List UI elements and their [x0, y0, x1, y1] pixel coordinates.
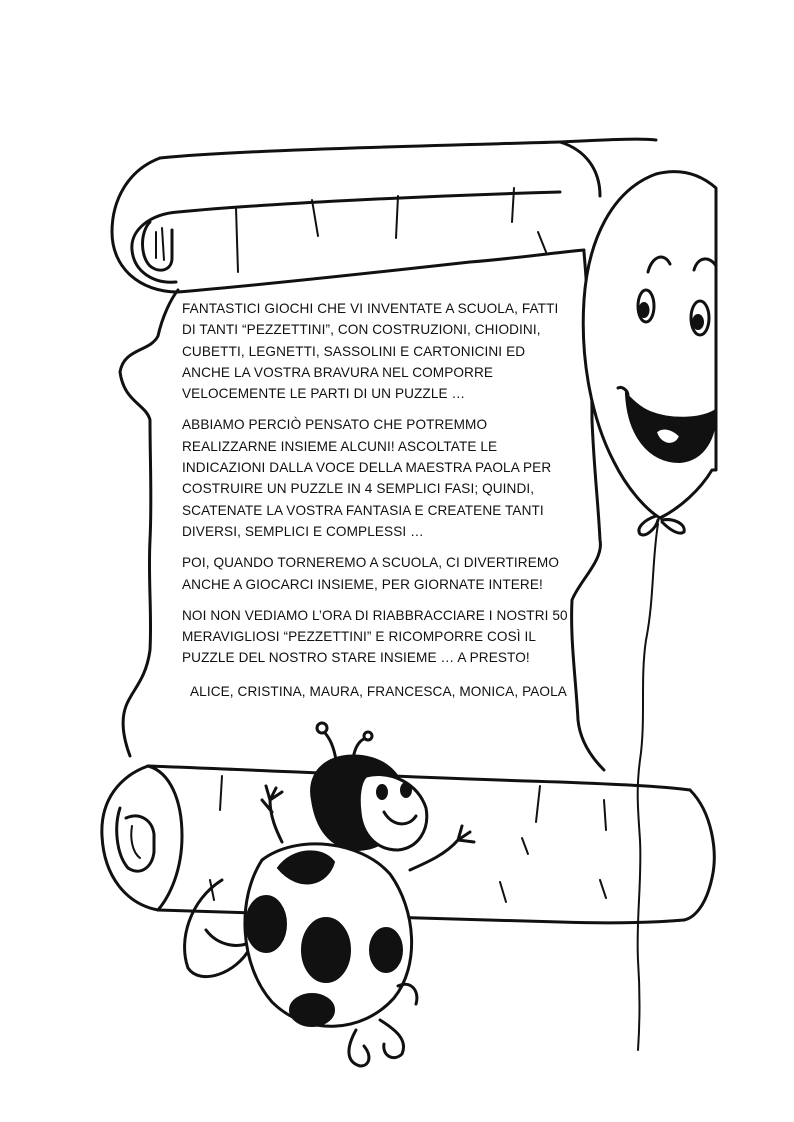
- letter-paragraph-1: FANTASTICI GIOCHI CHE VI INVENTATE A SCUOLA, FATTI DI TANTI “PEZZETTINI”, CON COSTRUZIONI, CHIODINI, CUBETTI, LEGNETTI, SASSOLINI E CARTONICINI ED ANCHE LA VOSTRA BRAVURA NEL COMPORRE VELOCEMENTE LE PARTI DI UN PUZZLE …: [182, 301, 559, 402]
- signature-line: ALICE, CRISTINA, MAURA, FRANCESCA, MONICA, PAOLA: [190, 683, 567, 699]
- letter-text: [182, 298, 574, 712]
- waving-ladybug: [185, 723, 474, 1066]
- smiling-balloon: [583, 172, 716, 1050]
- letter-paragraph-4: NOI NON VEDIAMO L’ORA DI RIABBRACCIARE I NOSTRI 50 MERAVIGLIOSI “PEZZETTINI” E RICOMPORRE COSÌ IL PUZZLE DEL NOSTRO STARE INSIEME … A PRESTO!: [182, 607, 568, 666]
- letter-paragraph-2: ABBIAMO PERCIÒ PENSATO CHE POTREMMO REALIZZARNE INSIEME ALCUNI! ASCOLTATE LE INDICAZIONI DALLA VOCE DELLA MAESTRA PAOLA PER COSTRUIRE UN PUZZLE IN 4 SEMPLICI FASI; QUINDI, SCATENATE LA VOSTRA FANTASIA E CREATENE TANTI DIVERSI, SEMPLICI E COMPLESSI …: [182, 417, 552, 539]
- letter-paragraph-3: POI, QUANDO TORNEREMO A SCUOLA, CI DIVERTIREMO ANCHE A GIOCARCI INSIEME, PER GIORNATE INTERE!: [182, 555, 559, 592]
